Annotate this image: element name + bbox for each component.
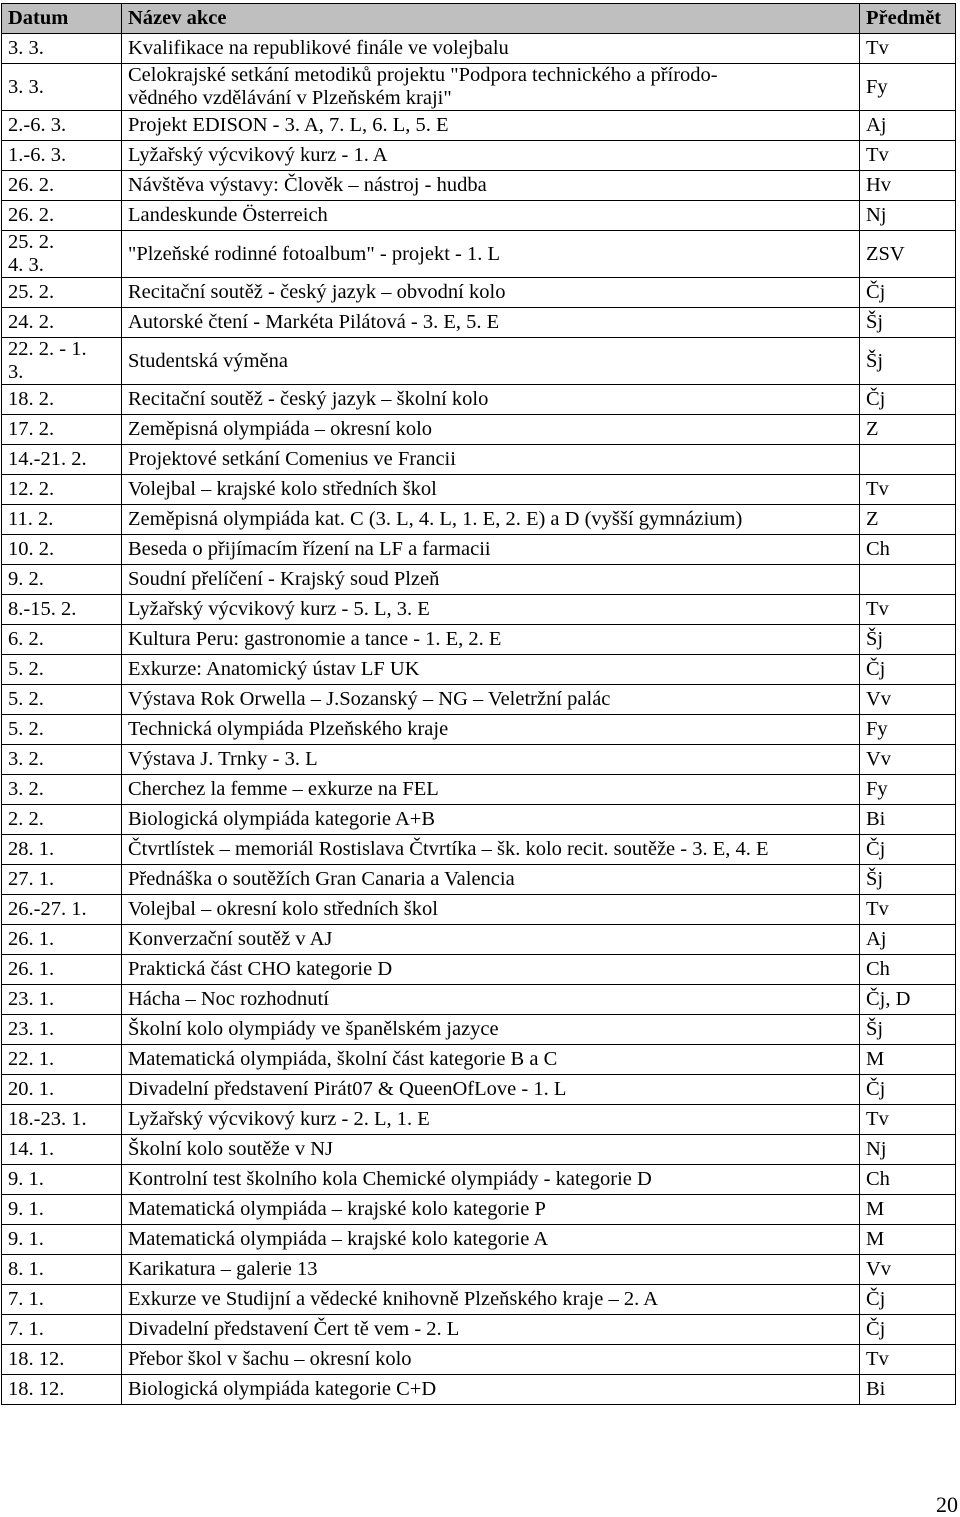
table-row xyxy=(2,1315,956,1345)
row-date: 9. 1. xyxy=(2,1195,122,1225)
row-event-name: Cherchez la femme – exkurze na FEL xyxy=(122,775,860,805)
row-event-name: Praktická část CHO kategorie D xyxy=(122,955,860,985)
row-event-name: Čtvrtlístek – memoriál Rostislava Čtvrtíka – šk. kolo recit. soutěže - 3. E, 4. E xyxy=(122,835,860,865)
row-event-name: Soudní přelíčení - Krajský soud Plzeň xyxy=(122,565,860,595)
table-row xyxy=(2,835,956,865)
row-event-name: Celokrajské setkání metodiků projektu "Podpora technického a přírodo- vědného vzdělávání v Plzeňském kraji" xyxy=(122,64,860,111)
row-event-name: Autorské čtení - Markéta Pilátová - 3. E, 5. E xyxy=(122,308,860,338)
row-date: 3. 3. xyxy=(2,34,122,64)
row-date: 20. 1. xyxy=(2,1075,122,1105)
row-subject: Tv xyxy=(860,141,956,171)
table-row xyxy=(2,1195,956,1225)
row-subject: Tv xyxy=(860,34,956,64)
row-subject: Fy xyxy=(860,64,956,111)
table-row xyxy=(2,338,956,385)
table-row xyxy=(2,1255,956,1285)
row-event-name: Divadelní představení Pirát07 & QueenOfLove - 1. L xyxy=(122,1075,860,1105)
row-subject: Šj xyxy=(860,625,956,655)
row-event-name: Lyžařský výcvikový kurz - 1. A xyxy=(122,141,860,171)
row-event-name: Karikatura – galerie 13 xyxy=(122,1255,860,1285)
row-subject: Z xyxy=(860,415,956,445)
row-event-name: Projekt EDISON - 3. A, 7. L, 6. L, 5. E xyxy=(122,111,860,141)
row-date: 18.-23. 1. xyxy=(2,1105,122,1135)
row-date: 26. 1. xyxy=(2,955,122,985)
row-subject: Vv xyxy=(860,745,956,775)
row-date: 26.-27. 1. xyxy=(2,895,122,925)
row-subject: Bi xyxy=(860,805,956,835)
row-date: 14.-21. 2. xyxy=(2,445,122,475)
row-date: 7. 1. xyxy=(2,1285,122,1315)
row-subject: Ch xyxy=(860,955,956,985)
table-row xyxy=(2,34,956,64)
row-date: 25. 2. 4. 3. xyxy=(2,231,122,278)
row-event-name: Biologická olympiáda kategorie C+D xyxy=(122,1375,860,1405)
row-subject: Čj, D xyxy=(860,985,956,1015)
row-date: 18. 12. xyxy=(2,1375,122,1405)
row-subject: Šj xyxy=(860,338,956,385)
row-date: 5. 2. xyxy=(2,715,122,745)
row-subject: M xyxy=(860,1045,956,1075)
row-date: 17. 2. xyxy=(2,415,122,445)
row-event-name: Recitační soutěž - český jazyk – školní kolo xyxy=(122,385,860,415)
row-event-name: Hácha – Noc rozhodnutí xyxy=(122,985,860,1015)
table-row xyxy=(2,685,956,715)
row-date: 18. 12. xyxy=(2,1345,122,1375)
table-row xyxy=(2,308,956,338)
row-subject: Bi xyxy=(860,1375,956,1405)
row-subject: Hv xyxy=(860,171,956,201)
row-event-name: Konverzační soutěž v AJ xyxy=(122,925,860,955)
row-event-name: Přednáška o soutěžích Gran Canaria a Valencia xyxy=(122,865,860,895)
page-number: 20 xyxy=(936,1492,958,1517)
row-event-name: Kultura Peru: gastronomie a tance - 1. E, 2. E xyxy=(122,625,860,655)
table-row xyxy=(2,1345,956,1375)
row-date: 12. 2. xyxy=(2,475,122,505)
row-event-name: Technická olympiáda Plzeňského kraje xyxy=(122,715,860,745)
row-subject xyxy=(860,565,956,595)
table-row xyxy=(2,201,956,231)
row-subject: Čj xyxy=(860,1315,956,1345)
table-row xyxy=(2,111,956,141)
row-event-name: Matematická olympiáda – krajské kolo kategorie A xyxy=(122,1225,860,1255)
table-row xyxy=(2,1075,956,1105)
row-date: 3. 2. xyxy=(2,745,122,775)
table-row xyxy=(2,715,956,745)
row-subject: Šj xyxy=(860,1015,956,1045)
row-subject: Šj xyxy=(860,865,956,895)
table-row xyxy=(2,565,956,595)
table-row xyxy=(2,475,956,505)
row-date: 25. 2. xyxy=(2,278,122,308)
table-row xyxy=(2,171,956,201)
row-subject: Čj xyxy=(860,278,956,308)
table-row xyxy=(2,955,956,985)
table-row xyxy=(2,595,956,625)
row-event-name: Návštěva výstavy: Člověk – nástroj - hudba xyxy=(122,171,860,201)
header-subject: Předmět xyxy=(860,4,956,34)
row-date: 18. 2. xyxy=(2,385,122,415)
row-date: 23. 1. xyxy=(2,985,122,1015)
row-event-name: Recitační soutěž - český jazyk – obvodní kolo xyxy=(122,278,860,308)
row-event-name: Beseda o přijímacím řízení na LF a farmacii xyxy=(122,535,860,565)
table-row xyxy=(2,385,956,415)
row-subject: ZSV xyxy=(860,231,956,278)
row-event-name: Kvalifikace na republikové finále ve volejbalu xyxy=(122,34,860,64)
row-date: 9. 1. xyxy=(2,1165,122,1195)
row-date: 9. 1. xyxy=(2,1225,122,1255)
row-subject: Čj xyxy=(860,655,956,685)
row-date: 23. 1. xyxy=(2,1015,122,1045)
row-subject: Čj xyxy=(860,1285,956,1315)
table-row xyxy=(2,985,956,1015)
table-row xyxy=(2,1105,956,1135)
table-row xyxy=(2,865,956,895)
row-event-name: Matematická olympiáda – krajské kolo kategorie P xyxy=(122,1195,860,1225)
row-subject: Aj xyxy=(860,925,956,955)
table-row xyxy=(2,775,956,805)
row-event-name: Volejbal – krajské kolo středních škol xyxy=(122,475,860,505)
row-date: 8.-15. 2. xyxy=(2,595,122,625)
row-event-name: Přebor škol v šachu – okresní kolo xyxy=(122,1345,860,1375)
row-subject: Ch xyxy=(860,1165,956,1195)
row-subject: Tv xyxy=(860,595,956,625)
row-date: 9. 2. xyxy=(2,565,122,595)
table-row xyxy=(2,625,956,655)
table-row xyxy=(2,895,956,925)
row-subject: Čj xyxy=(860,835,956,865)
row-event-name: "Plzeňské rodinné fotoalbum" - projekt - 1. L xyxy=(122,231,860,278)
table-row xyxy=(2,141,956,171)
table-row xyxy=(2,64,956,111)
row-subject: Fy xyxy=(860,775,956,805)
table-row xyxy=(2,1015,956,1045)
row-event-name: Výstava Rok Orwella – J.Sozanský – NG – Veletržní palác xyxy=(122,685,860,715)
row-subject xyxy=(860,445,956,475)
row-date: 22. 2. - 1. 3. xyxy=(2,338,122,385)
row-subject: Tv xyxy=(860,475,956,505)
row-event-name: Školní kolo soutěže v NJ xyxy=(122,1135,860,1165)
row-event-name: Zeměpisná olympiáda – okresní kolo xyxy=(122,415,860,445)
row-subject: Nj xyxy=(860,201,956,231)
table-body xyxy=(2,34,956,1405)
row-date: 5. 2. xyxy=(2,655,122,685)
row-event-name: Výstava J. Trnky - 3. L xyxy=(122,745,860,775)
row-subject: Čj xyxy=(860,1075,956,1105)
row-date: 7. 1. xyxy=(2,1315,122,1345)
row-event-name: Projektové setkání Comenius ve Francii xyxy=(122,445,860,475)
row-date: 3. 3. xyxy=(2,64,122,111)
row-subject: Tv xyxy=(860,1105,956,1135)
row-date: 11. 2. xyxy=(2,505,122,535)
row-date: 26. 1. xyxy=(2,925,122,955)
row-event-name: Biologická olympiáda kategorie A+B xyxy=(122,805,860,835)
row-date: 10. 2. xyxy=(2,535,122,565)
row-event-name: Exkurze: Anatomický ústav LF UK xyxy=(122,655,860,685)
row-subject: Ch xyxy=(860,535,956,565)
row-date: 6. 2. xyxy=(2,625,122,655)
row-event-name: Lyžařský výcvikový kurz - 5. L, 3. E xyxy=(122,595,860,625)
row-date: 26. 2. xyxy=(2,171,122,201)
row-date: 24. 2. xyxy=(2,308,122,338)
row-event-name: Landeskunde Österreich xyxy=(122,201,860,231)
row-event-name: Studentská výměna xyxy=(122,338,860,385)
row-subject: Vv xyxy=(860,685,956,715)
table-row xyxy=(2,745,956,775)
events-table xyxy=(1,3,956,1405)
table-row xyxy=(2,278,956,308)
row-event-name: Exkurze ve Studijní a vědecké knihovně Plzeňského kraje – 2. A xyxy=(122,1285,860,1315)
table-row xyxy=(2,445,956,475)
row-date: 26. 2. xyxy=(2,201,122,231)
row-event-name: Divadelní představení Čert tě vem - 2. L xyxy=(122,1315,860,1345)
row-event-name: Kontrolní test školního kola Chemické olympiády - kategorie D xyxy=(122,1165,860,1195)
table-row xyxy=(2,505,956,535)
table-row xyxy=(2,535,956,565)
row-date: 2. 2. xyxy=(2,805,122,835)
table-row xyxy=(2,1045,956,1075)
table-header-row xyxy=(2,4,956,34)
table-row xyxy=(2,1135,956,1165)
row-event-name: Zeměpisná olympiáda kat. C (3. L, 4. L, 1. E, 2. E) a D (vyšší gymnázium) xyxy=(122,505,860,535)
row-subject: Nj xyxy=(860,1135,956,1165)
row-subject: Tv xyxy=(860,1345,956,1375)
row-subject: Šj xyxy=(860,308,956,338)
row-subject: M xyxy=(860,1195,956,1225)
row-date: 14. 1. xyxy=(2,1135,122,1165)
row-subject: Z xyxy=(860,505,956,535)
row-date: 2.-6. 3. xyxy=(2,111,122,141)
header-date: Datum xyxy=(2,4,122,34)
row-date: 1.-6. 3. xyxy=(2,141,122,171)
table-row xyxy=(2,1225,956,1255)
table-row xyxy=(2,1375,956,1405)
row-date: 27. 1. xyxy=(2,865,122,895)
row-subject: Fy xyxy=(860,715,956,745)
row-subject: Tv xyxy=(860,895,956,925)
row-date: 22. 1. xyxy=(2,1045,122,1075)
row-subject: Čj xyxy=(860,385,956,415)
row-event-name: Lyžařský výcvikový kurz - 2. L, 1. E xyxy=(122,1105,860,1135)
table-row xyxy=(2,231,956,278)
row-subject: Aj xyxy=(860,111,956,141)
row-date: 28. 1. xyxy=(2,835,122,865)
row-date: 3. 2. xyxy=(2,775,122,805)
table-row xyxy=(2,655,956,685)
table-row xyxy=(2,805,956,835)
row-subject: Vv xyxy=(860,1255,956,1285)
row-subject: M xyxy=(860,1225,956,1255)
row-date: 5. 2. xyxy=(2,685,122,715)
header-event-name: Název akce xyxy=(122,4,860,34)
row-event-name: Volejbal – okresní kolo středních škol xyxy=(122,895,860,925)
row-event-name: Matematická olympiáda, školní část kategorie B a C xyxy=(122,1045,860,1075)
table-row xyxy=(2,1285,956,1315)
table-row xyxy=(2,1165,956,1195)
table-row xyxy=(2,925,956,955)
row-date: 8. 1. xyxy=(2,1255,122,1285)
table-row xyxy=(2,415,956,445)
row-event-name: Školní kolo olympiády ve španělském jazyce xyxy=(122,1015,860,1045)
